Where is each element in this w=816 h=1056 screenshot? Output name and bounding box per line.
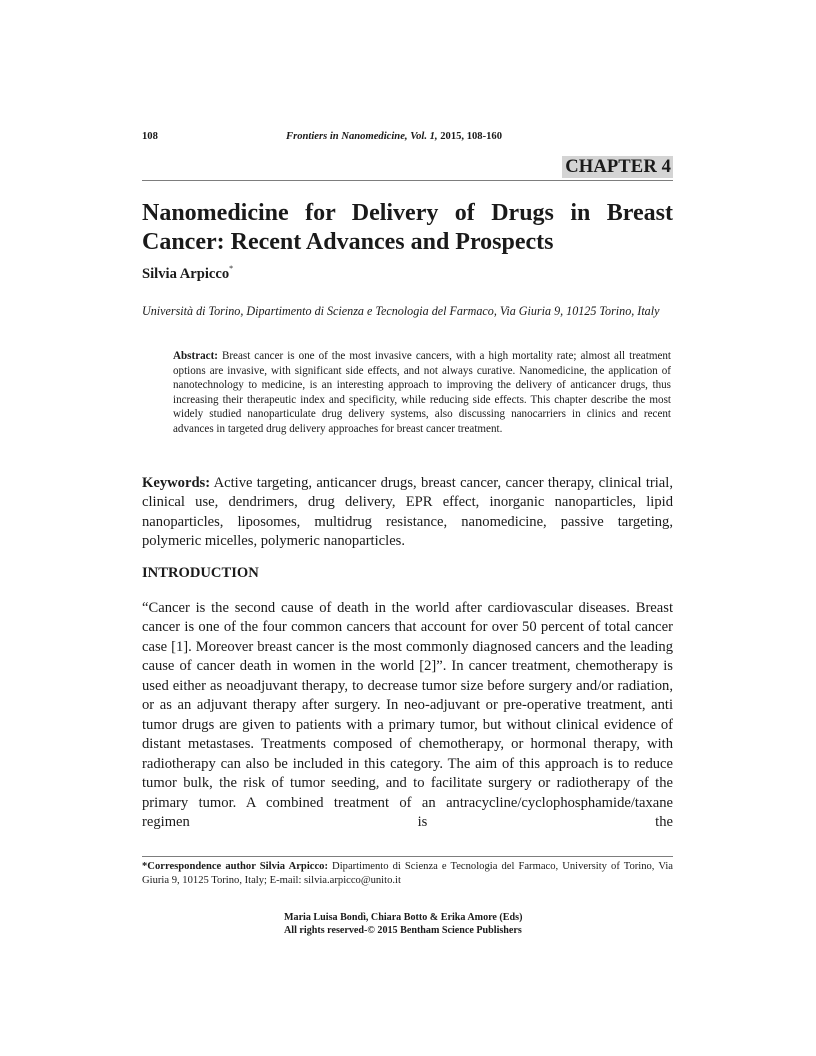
- chapter-label: CHAPTER 4: [562, 156, 673, 178]
- affiliation: Università di Torino, Dipartimento di Scienza e Tecnologia del Farmaco, Via Giuria 9, 10125 Torino, Italy: [142, 304, 660, 318]
- editors-line: Maria Luisa Bondì, Chiara Botto & Erika Amore (Eds): [284, 912, 523, 923]
- author-marker: *: [229, 264, 234, 273]
- journal-citation: [286, 131, 502, 142]
- correspondence-footnote: [142, 860, 673, 888]
- running-head: [142, 131, 673, 145]
- journal-year-pages: 2015, 108-160: [437, 131, 503, 142]
- author-name: Silvia Arpicco: [142, 266, 230, 282]
- abstract-label: Abstract:: [173, 350, 218, 362]
- section-heading-introduction: INTRODUCTION: [142, 565, 259, 581]
- rights-line: All rights reserved-© 2015 Bentham Science Publishers: [284, 925, 522, 936]
- introduction-paragraph: “Cancer is the second cause of death in the world after cardiovascular diseases. Breast cancer is one of the four common cancers that account for over 50 percent of total cancer case [1]. Moreover breast cancer is the most commonly diagnosed cancers and the leading cause of cancer death in women in the world [2]”. In cancer treatment, chemotherapy is used either as neoadjuvant therapy, to decrease tumor size before surgery and/or radiation, or as an adjuvant therapy after surgery. In neo-adjuvant or pre-operative treatment, anti tumor drugs are given to patients with a primary tumor, but without clinical evidence of distant metastases. Treatments composed of chemotherapy, or hormonal therapy, with radiotherapy can also be included in this category. The aim of this approach is to reduce tumor bulk, the risk of tumor seeding, and to facilitate surgery or radiotherapy of the primary tumor. A combined treatment of an antracycline/cyclophosphamide/taxane regimen is the: [142, 600, 673, 830]
- author-line: [142, 264, 233, 283]
- abstract-text: Breast cancer is one of the most invasive cancers, with a high mortality rate; almost all treatment options are invasive, with significant side effects, and not always curative. Nanomedicine, the application of nanotechnology to medicine, is an interesting approach to improving the delivery of anticancer drugs, thus increasing their therapeutic index and specificity, while reducing side effects. This chapter describe the most widely studied nanoparticulate drug delivery systems, also discussing nanocarriers in clinics and recent advances in targeted drug delivery approaches for breast cancer treatment.: [173, 350, 671, 435]
- footnote-label: *Correspondence author Silvia Arpicco:: [142, 861, 328, 872]
- footnote-divider: [142, 856, 673, 857]
- footnote-text: Dipartimento di Scienza e Tecnologia del Farmaco, University of Torino, Via Giuria 9, 10125 Torino, Italy; E-mail: silvia.arpicco@unito.it: [142, 861, 673, 886]
- keywords-label: Keywords:: [142, 475, 211, 491]
- keywords-text: Active targeting, anticancer drugs, breast cancer, cancer therapy, clinical trial, clinical use, dendrimers, drug delivery, EPR effect, inorganic nanoparticles, lipid nanoparticles, liposomes, multidrug resistance, nanomedicine, passive targeting, polymeric micelles, polymeric nanoparticles.: [142, 475, 673, 549]
- abstract: [173, 349, 671, 436]
- chapter-title: Nanomedicine for Delivery of Drugs in Breast Cancer: Recent Advances and Prospects: [142, 200, 673, 255]
- keywords: [142, 474, 673, 551]
- paper-page: [142, 0, 673, 1056]
- header-divider: [142, 180, 673, 181]
- publisher-info: [284, 911, 534, 937]
- journal-title: Frontiers in Nanomedicine, Vol. 1,: [286, 131, 438, 142]
- page-number: 108: [142, 131, 158, 142]
